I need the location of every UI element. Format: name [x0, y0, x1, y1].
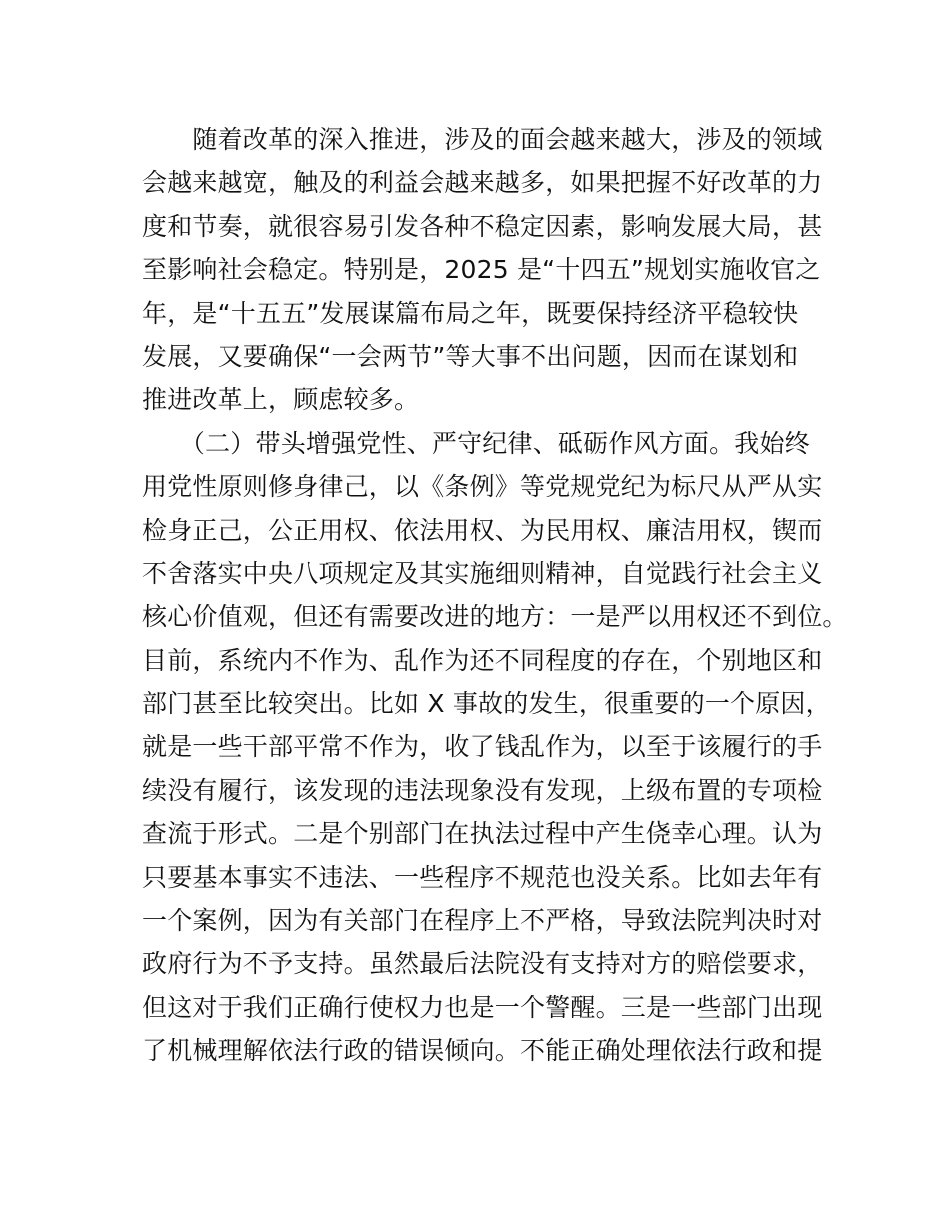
text-line: 度和节奏，就很容易引发各种不稳定因素，影响发展大局，甚	[142, 211, 823, 241]
text-line: 随着改革的深入推进，涉及的面会越来越大，涉及的领域	[142, 125, 823, 154]
text-line: 检身正己，公正用权、依法用权、为民用权、廉洁用权，锲而	[142, 515, 823, 545]
text-line: 查流于形式。二是个别部门在执法过程中产生侥幸心理。认为	[142, 819, 823, 849]
text-line: 年，是“十五五”发展谋篇布局之年，既要保持经济平稳较快	[142, 298, 799, 328]
text-line: 政府行为不予支持。虽然最后法院没有支持对方的赔偿要求，	[142, 949, 823, 979]
text-line: 不舍落实中央八项规定及其实施细则精神，自觉践行社会主义	[142, 558, 823, 588]
body-text	[142, 118, 848, 1073]
text-line: （二）带头增强党性、严守纪律、砥砺作风方面。我始终	[142, 428, 810, 458]
text-line: 核心价值观，但还有需要改进的地方：一是严以用权还不到位。	[142, 602, 848, 632]
text-line: 目前，系统内不作为、乱作为还不同程度的存在，个别地区和	[142, 645, 823, 675]
text-line: 一个案例，因为有关部门在程序上不严格，导致法院判决时对	[142, 906, 823, 936]
text-line: 推进改革上，顾虑较多。	[142, 385, 420, 415]
text-line: 了机械理解依法行政的错误倾向。不能正确处理依法行政和提	[142, 1036, 823, 1066]
text-line: 只要基本事实不违法、一些程序不规范也没关系。比如去年有	[142, 862, 823, 892]
text-line: 至影响社会稳定。特别是，2025 是“十四五”规划实施收官之	[142, 255, 821, 285]
text-line: 就是一些干部平常不作为，收了钱乱作为，以至于该履行的手	[142, 732, 823, 762]
text-line: 会越来越宽，触及的利益会越来越多，如果把握不好改革的力	[142, 168, 823, 198]
text-line: 续没有履行，该发现的违法现象没有发现，上级布置的专项检	[142, 775, 823, 805]
text-line: 部门甚至比较突出。比如 X 事故的发生，很重要的一个原因，	[142, 689, 831, 719]
text-line: 用党性原则修身律己，以《条例》等党规党纪为标尺从严从实	[142, 472, 823, 502]
text-line: 发展，又要确保“一会两节”等大事不出问题，因而在谋划和	[142, 341, 799, 371]
text-line: 但这对于我们正确行使权力也是一个警醒。三是一些部门出现	[142, 992, 823, 1022]
